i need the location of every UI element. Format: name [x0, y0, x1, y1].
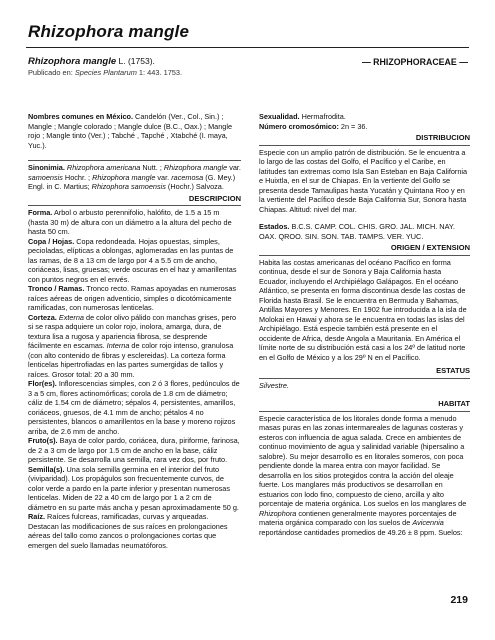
estatus-text: Silvestre. [259, 380, 290, 390]
synonym-text: (Hochr.) Salvoza. [165, 182, 224, 191]
field-label: Forma. [28, 208, 53, 217]
tronco-paragraph [28, 284, 241, 313]
synonym-text: Rhizophora samoensis [91, 182, 166, 191]
field-text: de color rojo intenso, granulosa (con alto contenido de fibras y esclereidas). La corteza forma lenticelas hipertrofiadas en las partes sumergidas de tallos y raíces. Grosor total: 20 a 30 mm. [28, 341, 234, 379]
species-author: L. (1753). [116, 56, 155, 66]
section-divider [28, 160, 241, 161]
estatus-heading: ESTATUS [436, 366, 470, 375]
field-text: 2n = 36. [338, 121, 368, 131]
common-names-text: Candelón (Ver., Col., Sin.) ; Mangle ; Mangle colorado ; Mangle dulce (B.C., Oax.) ; Mangle rojo ; Mangle tinto (Ver.) ; Tabché , Tapché , Xtabché (I. maya, Yuc.). [28, 112, 233, 150]
page-title: Rhizophora mangle [28, 22, 190, 41]
field-text: Especie característica de los litorales donde forma a menudo masas puras en las zonas intermareales de lagunas costeras y esteros con influencia de agua salada. Crece en ambientes de continuo movimiento de agua y salinidad variable (hipersalino a salobre). Su mejor desarrollo es en litorales someros, con poca pendiente donde la marea entra con mayor facilidad. Se desarrolla en los sitios protegidos contra la acción del oleaje fuerte. Los manglares más productivos se desarrollan en estuarios con lodo fino, compuesto de cieno, arcilla y alto porcentaje de materia orgánica. Los suelos en los manglares de [259, 413, 467, 508]
synonym-text: Rhizophora mangle [92, 172, 156, 182]
field-text: reportándose cantidades promedios de 49.26 ± 8 ppm. Suelos: [259, 527, 463, 537]
field-label: Estados. [259, 222, 290, 231]
common-names [28, 112, 241, 150]
field-label: Corteza. [28, 312, 57, 322]
synonym-text: var. [155, 172, 172, 182]
field-text: Baya de color pardo, coriácea, dura, piriforme, farinosa, de 2 a 3 cm de largo por 1.5 cm de ancho en la base, cáliz persistente. Se desarrolla una semilla, rara vez dos, por fruto. [28, 436, 240, 464]
section-divider [259, 411, 470, 412]
forma-paragraph [28, 208, 241, 237]
field-text: Tronco recto. Ramas apoyadas en numerosas raíces aéreas de origen adventicio, simples o dicotómicamente ramificadas, con numerosas lenticelas. [28, 284, 237, 312]
published-ref: 1: 443. 1753. [136, 68, 183, 77]
title-divider [26, 47, 469, 48]
synonym-text: racemosa [171, 172, 204, 182]
synonym-text: Nutt. ; [140, 163, 164, 172]
sexualidad [259, 112, 470, 122]
species-header [28, 56, 182, 78]
synonymy [28, 163, 241, 192]
field-label: Raíz. [28, 512, 46, 521]
right-column [259, 112, 470, 537]
fruto-paragraph [28, 436, 241, 465]
field-text: Raíces fulcreas, ramificadas, curvas y arqueadas. Destacan las modificaciones de sus raíces en prolongaciones aéreas del tallo como zancos o prolongaciones cortas que emergen del suelo llamadas neumatóforos. [28, 512, 228, 550]
page-number: 219 [450, 594, 468, 606]
family-name: — RHIZOPHORACEAE — [361, 57, 468, 67]
corteza-paragraph [28, 313, 241, 380]
copa-paragraph [28, 237, 241, 285]
field-text: contienen generalmente mayores porcentajes de materia orgánica comparado con los suelos de [259, 508, 457, 527]
field-label: Fruto(s). [28, 436, 58, 445]
section-divider [259, 145, 470, 146]
field-label: Flor(es). [28, 379, 57, 388]
numero-cromosomico [259, 122, 470, 132]
publication-line [28, 67, 182, 78]
field-text: Hermafrodita. [299, 112, 346, 121]
field-text: Inflorescencias simples, con 2 ó 3 flores, pedúnculos de 3 a 5 cm, flores actinomórficas; corola de 1.8 cm de diámetro; cáliz de 1.54 cm de diámetro; sépalos 4, persistentes, amarillos, coriáceos, gruesos, de 4.1 mm de ancho; pétalos 4 no persistentes, blancos o amarillentos en la base y moreno rojizos arriba, de 2.6 mm de ancho. [28, 379, 240, 436]
left-column [28, 112, 241, 550]
field-label: Número cromosómico: [259, 121, 339, 131]
habitat-text [259, 414, 470, 538]
distribucion-heading: DISTRIBUCION [415, 133, 470, 142]
field-text: Arbol o arbusto perennifolio, halófito, de 1.5 a 15 m (hasta 30 m) de altura con un diámetro a la altura del pecho de hasta 50 cm. [28, 208, 232, 236]
origen-heading: ORIGEN / EXTENSION [390, 243, 470, 252]
scientific-name: Rhizophora mangle [28, 56, 117, 67]
field-text: Una sola semilla germina en el interior del fruto (viviparidad). Los propágulos son frecuentemente curvos, de color verde a pardo en la parte inferior y presentan numerosas lenticelas. Miden de 22 a 40 cm de largo por 1 a 2 cm de diámetro en su parte más ancha y pesan aproximadamente 50 g. [28, 464, 239, 512]
field-label: Semilla(s). [28, 464, 65, 474]
flores-paragraph [28, 379, 241, 436]
field-label: Sexualidad. [259, 112, 300, 121]
synonym-text: Rhizophora americana [64, 163, 141, 172]
published-work: Species Plantarum [74, 68, 137, 77]
synonym-text: samoensis [28, 172, 63, 182]
raiz-paragraph [28, 512, 241, 550]
habitat-heading: HABITAT [438, 399, 470, 408]
synonym-text: (G. Mey.) Engl. in C. Martius; [28, 172, 236, 191]
field-text: de color olivo pálido con manchas grises, pero si se raspa adquiere un color rojo, inolora, amarga, dura, de textura lisa a rugosa y apariencia fibrosa, se desprende fácilmente en escamas. [28, 312, 237, 350]
species-citation [28, 56, 182, 67]
field-sublabel: Interna [104, 341, 130, 350]
field-label: Copa / Hojas. [28, 236, 75, 246]
genus-name: Rhizophora [259, 508, 297, 518]
genus-name: Avicennia [412, 518, 444, 527]
common-names-label: Nombres comunes en México. [28, 112, 134, 121]
estados [259, 222, 470, 241]
origen-text: Habita las costas americanas del océano Pacífico en forma continua, desde el sur de Sonora y Baja California hasta Ecuador, incluyendo el Archipiélago Galápagos. En el océano Atlántico, se presenta en forma discontinua desde las costas de Florida hasta Brasil. Se le encuentra en Bermuda y Bahamas, Antillas Mayores y Menores. En 1902 fue introducida a la isla de Molokai en Hawai y ahora se le encuentra en todas las islas del Archipiélago. Está especie también está presente en el occidente de Africa, desde Angola a Mauritania. En América el límite norte de su distribución está casi a los 24º de latitud norte en el Golfo de México y a los 29º N en el Pacífico. [259, 257, 467, 362]
description-heading: DESCRIPCION [188, 193, 241, 203]
field-sublabel: Externa [56, 312, 84, 322]
synonymy-label: Sinonimia. [28, 163, 65, 172]
synonym-text: Hochr. ; [62, 172, 93, 182]
distribucion-text: Especie con un amplio patrón de distribución. Se le encuentra a lo largo de las costas del Golfo, el Pacífico y el Caribe, en latitudes tan extremas como Isla San Esteban en Baja California e Huixtla, en el sur de Chiapas. En la vertiente del Golfo se presenta desde Tamaulipas hasta Yucatán y Quintana Roo y en la vertiente del Pacífico desde Baja California Sur, Sonora hasta Chiapas. Altitud: nivel del mar. [259, 147, 468, 214]
section-divider [259, 255, 470, 256]
field-label: Tronco / Ramas. [28, 284, 85, 293]
synonym-text: var. [227, 163, 241, 172]
synonym-text: Rhizophora mangle [163, 163, 228, 172]
field-text: Copa redondeada. Hojas opuestas, simples, pecioladas, elípticas a oblongas, aglomeradas en las puntas de las ramas, de 8 a 13 cm de largo por 4 a 5.5 cm de ancho, coriáceas, lisas, gruesas; verde oscuras en el haz y amarillentas con puntos negros en el envés. [28, 236, 237, 284]
published-label: Publicado en: [28, 68, 75, 77]
section-divider [259, 378, 470, 379]
semilla-paragraph [28, 465, 241, 513]
field-text: B.C.S. CAMP. COL. CHIS. GRO. JAL. MICH. NAY. OAX. QROO. SIN. SON. TAB. TAMPS. VER. YUC. [259, 222, 455, 241]
section-divider [28, 205, 241, 206]
